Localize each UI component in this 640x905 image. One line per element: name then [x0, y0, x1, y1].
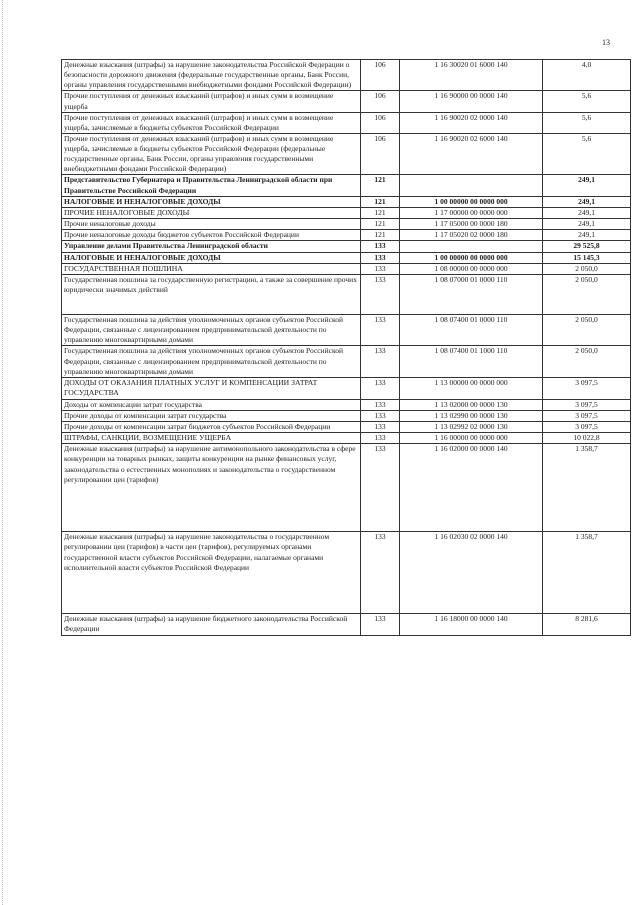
row-budget-code-cell: 1 17 05020 02 0000 180: [400, 230, 543, 241]
table-row: [62, 315, 631, 346]
row-sum-cell: 10 022,8: [543, 432, 631, 443]
table-row: [62, 175, 631, 196]
table-row: [62, 230, 631, 241]
row-admin-code-cell: 121: [361, 207, 400, 218]
row-admin-code-cell: 133: [361, 377, 400, 399]
row-sum-cell: 2 050,0: [543, 275, 631, 315]
row-budget-code-cell: 1 13 02990 00 0000 130: [400, 410, 543, 421]
row-admin-code-cell: 133: [361, 614, 400, 635]
row-name-cell: НАЛОГОВЫЕ И НЕНАЛОГОВЫЕ ДОХОДЫ: [62, 196, 361, 207]
row-admin-code-cell: 133: [361, 346, 400, 377]
row-sum-cell: 4,0: [543, 60, 631, 91]
row-name-cell: Представительство Губернатора и Правительства Ленинградской области при Правительстве Российской Федерации: [62, 175, 361, 196]
row-sum-cell: 1 358,7: [543, 532, 631, 614]
row-sum-cell: 1 358,7: [543, 444, 631, 532]
row-admin-code-cell: 133: [361, 444, 400, 532]
table-row: [62, 275, 631, 315]
row-admin-code-cell: 133: [361, 315, 400, 346]
row-budget-code-cell: 1 08 07400 01 0000 110: [400, 315, 543, 346]
row-admin-code-cell: 106: [361, 112, 400, 133]
row-admin-code-cell: 133: [361, 263, 400, 274]
table-row: [62, 421, 631, 432]
row-budget-code-cell: [400, 175, 543, 196]
row-budget-code-cell: 1 13 02000 00 0000 130: [400, 399, 543, 410]
row-budget-code-cell: 1 13 02992 02 0000 130: [400, 421, 543, 432]
row-name-cell: Прочие неналоговые доходы бюджетов субъектов Российской Федерации: [62, 230, 361, 241]
page-number: 13: [602, 38, 610, 47]
table-row: [62, 263, 631, 274]
row-name-cell: Денежные взыскания (штрафы) за нарушение законодательства Российской Федерации о безопасности дорожного движения (федеральные государственные органы, Банк России, органы управления государственными внебюджетными фондами Российской Федерации): [62, 60, 361, 91]
table-row: [62, 444, 631, 532]
row-budget-code-cell: 1 08 00000 00 0000 000: [400, 263, 543, 274]
table-row: [62, 614, 631, 635]
row-budget-code-cell: 1 16 90020 02 6000 140: [400, 133, 543, 175]
row-name-cell: НАЛОГОВЫЕ И НЕНАЛОГОВЫЕ ДОХОДЫ: [62, 252, 361, 263]
row-admin-code-cell: 121: [361, 230, 400, 241]
scan-edge: [2, 0, 3, 905]
table-row: [62, 133, 631, 175]
row-admin-code-cell: 121: [361, 175, 400, 196]
row-admin-code-cell: 121: [361, 219, 400, 230]
row-budget-code-cell: [400, 241, 543, 252]
row-sum-cell: 249,1: [543, 196, 631, 207]
row-name-cell: Прочие поступления от денежных взысканий (штрафов) и иных сумм в возмещение ущерба: [62, 91, 361, 112]
row-name-cell: Доходы от компенсации затрат государства: [62, 399, 361, 410]
row-admin-code-cell: 121: [361, 196, 400, 207]
row-budget-code-cell: 1 16 00000 00 0000 000: [400, 432, 543, 443]
row-sum-cell: 3 097,5: [543, 410, 631, 421]
row-sum-cell: 29 525,8: [543, 241, 631, 252]
row-name-cell: Государственная пошлина за действия уполномоченных органов субъектов Российской Федерации, связанные с лицензированием предпринимательской деятельности по управлению многоквартирными домами: [62, 315, 361, 346]
row-name-cell: Прочие неналоговые доходы: [62, 219, 361, 230]
row-budget-code-cell: 1 16 90000 00 0000 140: [400, 91, 543, 112]
row-budget-code-cell: 1 17 05000 00 0000 180: [400, 219, 543, 230]
row-name-cell: Денежные взыскания (штрафы) за нарушение антимонопольного законодательства в сфере конкуренции на товарных рынках, защиты конкуренции на рынке финансовых услуг, законодательства о естественных монополиях и законодательства о государственном регулировании цен (тарифов): [62, 444, 361, 532]
row-admin-code-cell: 133: [361, 252, 400, 263]
table-row: [62, 207, 631, 218]
row-sum-cell: 5,6: [543, 133, 631, 175]
row-budget-code-cell: 1 08 07000 01 0000 110: [400, 275, 543, 315]
row-sum-cell: 15 145,3: [543, 252, 631, 263]
table-row: [62, 346, 631, 377]
row-admin-code-cell: 133: [361, 275, 400, 315]
row-admin-code-cell: 133: [361, 399, 400, 410]
row-sum-cell: 5,6: [543, 112, 631, 133]
table-row: [62, 532, 631, 614]
row-sum-cell: 2 050,0: [543, 315, 631, 346]
table-row: [62, 410, 631, 421]
row-admin-code-cell: 133: [361, 432, 400, 443]
row-sum-cell: 5,6: [543, 91, 631, 112]
row-sum-cell: 3 097,5: [543, 377, 631, 399]
table-row: [62, 196, 631, 207]
row-name-cell: Государственная пошлина за государственную регистрацию, а также за совершение прочих юридически значимых действий: [62, 275, 361, 315]
table-row: [62, 91, 631, 112]
row-name-cell: Прочие поступления от денежных взысканий (штрафов) и иных сумм в возмещение ущерба, зачисляемые в бюджеты субъектов Российской Федерации (федеральные государственные органы, Банк России, органы управления государственными внебюджетными фондами Российской Федерации): [62, 133, 361, 175]
table-row: [62, 241, 631, 252]
row-sum-cell: 249,1: [543, 230, 631, 241]
row-budget-code-cell: 1 00 00000 00 0000 000: [400, 252, 543, 263]
row-admin-code-cell: 133: [361, 241, 400, 252]
row-budget-code-cell: 1 13 00000 00 0000 000: [400, 377, 543, 399]
row-sum-cell: 2 050,0: [543, 263, 631, 274]
row-budget-code-cell: 1 16 90020 02 0000 140: [400, 112, 543, 133]
row-budget-code-cell: 1 17 00000 00 0000 000: [400, 207, 543, 218]
table-row: [62, 60, 631, 91]
row-sum-cell: 8 281,6: [543, 614, 631, 635]
table-row: [62, 432, 631, 443]
row-name-cell: ГОСУДАРСТВЕННАЯ ПОШЛИНА: [62, 263, 361, 274]
row-admin-code-cell: 106: [361, 60, 400, 91]
row-budget-code-cell: 1 16 02000 00 0000 140: [400, 444, 543, 532]
row-budget-code-cell: 1 16 30020 01 6000 140: [400, 60, 543, 91]
row-sum-cell: 3 097,5: [543, 399, 631, 410]
table-row: [62, 399, 631, 410]
table-row: [62, 219, 631, 230]
row-name-cell: Прочие поступления от денежных взысканий (штрафов) и иных сумм в возмещение ущерба, зачисляемые в бюджеты субъектов Российской Федерации: [62, 112, 361, 133]
row-name-cell: Управление делами Правительства Ленинградской области: [62, 241, 361, 252]
row-budget-code-cell: 1 08 07400 01 1000 110: [400, 346, 543, 377]
row-name-cell: ШТРАФЫ, САНКЦИИ, ВОЗМЕЩЕНИЕ УЩЕРБА: [62, 432, 361, 443]
row-name-cell: Денежные взыскания (штрафы) за нарушение законодательства о государственном регулировании цен (тарифов) в части цен (тарифов), регулируемых органами государственной власти субъектов Российской Федерации, налагаемые органами исполнительной власти субъектов Российской Федерации: [62, 532, 361, 614]
row-sum-cell: 249,1: [543, 207, 631, 218]
row-admin-code-cell: 133: [361, 421, 400, 432]
row-name-cell: ДОХОДЫ ОТ ОКАЗАНИЯ ПЛАТНЫХ УСЛУГ И КОМПЕНСАЦИИ ЗАТРАТ ГОСУДАРСТВА: [62, 377, 361, 399]
row-budget-code-cell: 1 00 00000 00 0000 000: [400, 196, 543, 207]
row-name-cell: Прочие доходы от компенсации затрат государства: [62, 410, 361, 421]
table-row: [62, 252, 631, 263]
row-admin-code-cell: 133: [361, 532, 400, 614]
row-name-cell: Государственная пошлина за действия уполномоченных органов субъектов Российской Федерации, связанные с лицензированием предпринимательской деятельности по управлению многоквартирными домами: [62, 346, 361, 377]
row-sum-cell: 249,1: [543, 219, 631, 230]
table-row: [62, 377, 631, 399]
revenue-table: [61, 59, 631, 636]
row-name-cell: Прочие доходы от компенсации затрат бюджетов субъектов Российской Федерации: [62, 421, 361, 432]
table-row: [62, 112, 631, 133]
row-sum-cell: 249,1: [543, 175, 631, 196]
row-admin-code-cell: 133: [361, 410, 400, 421]
row-sum-cell: 2 050,0: [543, 346, 631, 377]
row-admin-code-cell: 106: [361, 91, 400, 112]
row-budget-code-cell: 1 16 18000 00 0000 140: [400, 614, 543, 635]
row-budget-code-cell: 1 16 02030 02 0000 140: [400, 532, 543, 614]
row-name-cell: Денежные взыскания (штрафы) за нарушение бюджетного законодательства Российской Федерации: [62, 614, 361, 635]
row-name-cell: ПРОЧИЕ НЕНАЛОГОВЫЕ ДОХОДЫ: [62, 207, 361, 218]
row-sum-cell: 3 097,5: [543, 421, 631, 432]
row-admin-code-cell: 106: [361, 133, 400, 175]
